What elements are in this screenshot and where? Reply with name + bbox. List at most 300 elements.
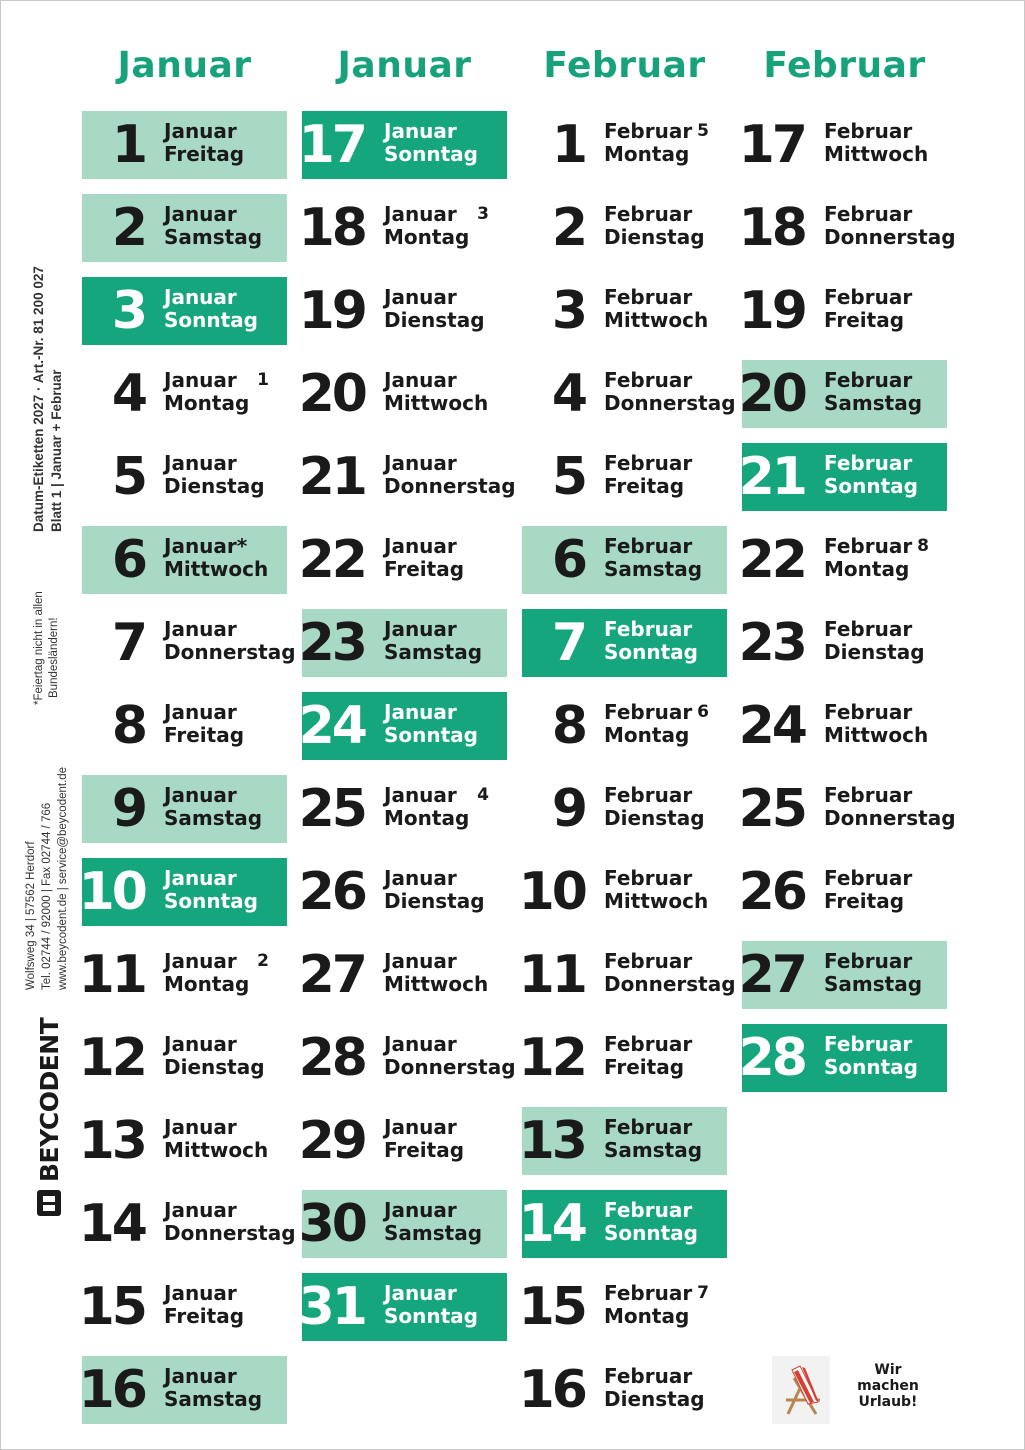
weekday-name: Dienstag <box>164 474 265 498</box>
date-label <box>78 1356 287 1424</box>
empty-slot <box>742 1190 947 1258</box>
vacation-text <box>846 1362 930 1410</box>
day-number: 10 <box>78 862 145 922</box>
day-text <box>824 452 918 498</box>
week-number: 1 <box>257 370 269 390</box>
weekday-name: Sonntag <box>384 142 478 166</box>
weekday-name: Samstag <box>604 1138 703 1162</box>
month-name: Januar <box>384 783 457 807</box>
day-number: 28 <box>298 1028 365 1088</box>
month-column <box>78 30 296 1439</box>
month-name: Januar <box>164 783 237 807</box>
day-number: 27 <box>738 945 805 1005</box>
vacation-label <box>742 1356 947 1424</box>
weekday-name: Montag <box>384 225 470 249</box>
weekday-name: Freitag <box>384 557 465 581</box>
date-label <box>298 609 507 677</box>
weekday-name: Donnerstag <box>824 225 956 249</box>
day-text <box>164 1199 296 1245</box>
month-name: Januar <box>164 451 237 475</box>
month-name: Februar <box>604 1032 693 1056</box>
month-name: Januar <box>164 1281 237 1305</box>
day-text <box>384 1282 478 1328</box>
day-number: 16 <box>78 1360 145 1420</box>
weekday-name: Dienstag <box>384 889 485 913</box>
empty-slot <box>742 1107 947 1175</box>
day-number: 2 <box>551 198 585 258</box>
date-label <box>78 1273 287 1341</box>
date-label <box>522 692 727 760</box>
month-name: Februar <box>824 700 913 724</box>
date-label <box>78 941 287 1009</box>
date-label <box>298 1190 507 1258</box>
month-name: Februar <box>824 1032 913 1056</box>
day-number: 23 <box>738 613 805 673</box>
month-name: Januar <box>384 368 457 392</box>
date-label <box>522 277 727 345</box>
day-text <box>164 618 296 664</box>
day-text <box>164 452 265 498</box>
day-number: 3 <box>111 281 145 341</box>
weekday-name: Montag <box>604 1304 690 1328</box>
weekday-name: Freitag <box>824 308 905 332</box>
holiday-note-2: Bundesländern! <box>48 617 60 698</box>
day-number: 26 <box>738 862 805 922</box>
week-number: 5 <box>697 121 709 141</box>
date-label <box>738 194 956 262</box>
month-name: Januar <box>164 1032 237 1056</box>
month-name: Februar <box>604 700 693 724</box>
month-name: Februar <box>604 451 693 475</box>
date-label <box>738 609 947 677</box>
date-label <box>298 277 507 345</box>
weekday-name: Mittwoch <box>164 557 269 581</box>
month-name: Januar <box>384 949 457 973</box>
day-text <box>384 286 485 332</box>
week-number: 3 <box>477 204 489 224</box>
month-name: Februar <box>824 617 913 641</box>
day-number: 17 <box>738 115 805 175</box>
day-text <box>604 867 708 913</box>
date-label <box>738 692 947 760</box>
day-text <box>604 120 692 166</box>
month-name: Januar <box>384 1281 457 1305</box>
month-name: Januar <box>384 1198 457 1222</box>
month-name: Januar <box>384 451 457 475</box>
month-name: Januar <box>164 949 237 973</box>
weekday-name: Donnerstag <box>164 1221 296 1245</box>
month-name: Januar <box>164 700 237 724</box>
date-label <box>298 526 507 594</box>
month-name: Februar <box>604 285 693 309</box>
day-number: 4 <box>111 364 145 424</box>
day-text <box>604 1282 692 1328</box>
day-text <box>824 950 922 996</box>
weekday-name: Samstag <box>384 1221 483 1245</box>
date-label <box>78 1190 296 1258</box>
day-text <box>604 784 705 830</box>
week-number: 7 <box>697 1283 709 1303</box>
date-label <box>82 443 287 511</box>
date-label <box>738 111 947 179</box>
day-number: 11 <box>518 945 585 1005</box>
date-label <box>298 360 507 428</box>
date-label <box>738 1024 947 1092</box>
week-number: 2 <box>257 951 269 971</box>
day-text <box>164 286 258 332</box>
holiday-note: *Feiertag nicht in allen <box>33 591 45 705</box>
beycodent-logo-text: BEYCODENT <box>35 1017 64 1182</box>
weekday-name: Donnerstag <box>164 640 296 664</box>
day-text <box>384 618 482 664</box>
day-text <box>384 867 485 913</box>
weekday-name: Sonntag <box>384 723 478 747</box>
sheet-title: Datum-Etiketten 2027 · Art.-Nr. 81 200 027 <box>31 266 46 532</box>
date-label <box>298 692 507 760</box>
weekday-name: Samstag <box>384 640 483 664</box>
month-name: Februar <box>604 534 693 558</box>
day-number: 11 <box>78 945 145 1005</box>
day-text <box>604 950 736 996</box>
month-name: Januar <box>384 285 457 309</box>
day-text <box>384 535 464 581</box>
date-label <box>78 1107 287 1175</box>
sidebar <box>24 200 80 1230</box>
month-name: Januar <box>384 534 457 558</box>
day-number: 18 <box>298 198 365 258</box>
date-label <box>738 526 947 594</box>
month-name: Februar <box>604 1281 693 1305</box>
date-label <box>738 277 947 345</box>
date-label <box>522 609 727 677</box>
day-number: 4 <box>551 364 585 424</box>
weekday-name: Mittwoch <box>384 391 489 415</box>
day-text <box>824 618 925 664</box>
month-name: Februar <box>824 119 913 143</box>
day-text <box>384 1033 516 1079</box>
day-text <box>604 1116 702 1162</box>
weekday-name: Sonntag <box>824 1055 918 1079</box>
day-number: 27 <box>298 945 365 1005</box>
day-text <box>164 867 258 913</box>
date-label <box>82 775 287 843</box>
day-text <box>824 701 928 747</box>
date-label <box>298 1273 507 1341</box>
weekday-name: Sonntag <box>164 889 258 913</box>
month-name: Februar <box>604 949 693 973</box>
month-name: Februar <box>604 368 693 392</box>
day-text <box>604 1365 705 1411</box>
date-label <box>298 858 507 926</box>
weekday-name: Dienstag <box>824 640 925 664</box>
day-text <box>164 369 249 415</box>
day-number: 31 <box>298 1277 365 1337</box>
day-text <box>164 784 262 830</box>
day-text <box>164 701 244 747</box>
day-text <box>384 1116 464 1162</box>
date-label <box>518 1190 727 1258</box>
day-text <box>604 452 692 498</box>
day-number: 29 <box>298 1111 365 1171</box>
weekday-name: Sonntag <box>384 1304 478 1328</box>
month-name: Januar <box>164 866 237 890</box>
weekday-name: Mittwoch <box>604 889 709 913</box>
weekday-name: Dienstag <box>604 225 705 249</box>
date-label <box>78 1024 287 1092</box>
week-number: 4 <box>477 785 489 805</box>
day-text <box>384 1199 482 1245</box>
date-label <box>298 1024 516 1092</box>
day-number: 10 <box>518 862 585 922</box>
weekday-name: Mittwoch <box>824 723 929 747</box>
weekday-name: Freitag <box>164 723 245 747</box>
weekday-name: Samstag <box>824 391 923 415</box>
day-text <box>604 369 736 415</box>
weekday-name: Montag <box>164 972 250 996</box>
day-number: 3 <box>551 281 585 341</box>
day-number: 25 <box>738 779 805 839</box>
date-label <box>738 443 947 511</box>
day-number: 23 <box>298 613 365 673</box>
month-heading: Januar <box>337 44 472 86</box>
date-label <box>298 1107 507 1175</box>
day-number: 30 <box>298 1194 365 1254</box>
day-text <box>824 1033 918 1079</box>
date-label <box>82 526 287 594</box>
month-name: Januar <box>384 202 457 226</box>
day-number: 14 <box>518 1194 585 1254</box>
week-number: 6 <box>697 702 709 722</box>
month-name: Februar <box>824 866 913 890</box>
date-label <box>738 360 947 428</box>
sheet-subtitle: Blatt 1 | Januar + Februar <box>49 369 64 532</box>
date-label <box>738 775 956 843</box>
day-number: 7 <box>551 613 585 673</box>
date-label <box>78 858 287 926</box>
month-name: Februar <box>604 1198 693 1222</box>
day-number: 13 <box>518 1111 585 1171</box>
weekday-name: Montag <box>824 557 910 581</box>
month-name: Januar* <box>164 534 248 558</box>
month-name: Februar <box>604 119 693 143</box>
month-name: Januar <box>164 1198 237 1222</box>
weekday-name: Donnerstag <box>824 806 956 830</box>
day-number: 28 <box>738 1028 805 1088</box>
weekday-name: Donnerstag <box>384 474 516 498</box>
day-number: 24 <box>738 696 805 756</box>
weekday-name: Mittwoch <box>824 142 929 166</box>
month-name: Januar <box>384 617 457 641</box>
month-name: Januar <box>164 1115 237 1139</box>
weekday-name: Dienstag <box>164 1055 265 1079</box>
date-label <box>518 1024 727 1092</box>
date-label <box>518 1356 727 1424</box>
day-number: 17 <box>298 115 365 175</box>
date-label <box>522 111 727 179</box>
day-number: 13 <box>78 1111 145 1171</box>
month-name: Februar <box>604 202 693 226</box>
day-number: 15 <box>518 1277 585 1337</box>
day-text <box>824 286 912 332</box>
day-number: 2 <box>111 198 145 258</box>
day-number: 18 <box>738 198 805 258</box>
date-label <box>738 858 947 926</box>
day-text <box>384 452 516 498</box>
day-text <box>604 203 705 249</box>
month-heading: Februar <box>763 44 926 86</box>
weekday-name: Dienstag <box>384 308 485 332</box>
weekday-name: Donnerstag <box>604 972 736 996</box>
weekday-name: Samstag <box>164 1387 263 1411</box>
month-name: Januar <box>164 285 237 309</box>
weekday-name: Sonntag <box>164 308 258 332</box>
month-heading: Februar <box>543 44 706 86</box>
date-label <box>82 194 287 262</box>
month-column <box>298 30 516 1439</box>
weekday-name: Freitag <box>824 889 905 913</box>
beach-chair-icon <box>772 1356 830 1424</box>
weekday-name: Freitag <box>384 1138 465 1162</box>
weekday-name: Mittwoch <box>164 1138 269 1162</box>
date-label <box>522 526 727 594</box>
day-text <box>384 950 488 996</box>
day-number: 8 <box>551 696 585 756</box>
week-number: 8 <box>917 536 929 556</box>
weekday-name: Montag <box>384 806 470 830</box>
month-name: Februar <box>824 368 913 392</box>
day-text <box>164 950 249 996</box>
month-name: Februar <box>604 1364 693 1388</box>
date-label <box>82 692 287 760</box>
day-number: 12 <box>78 1028 145 1088</box>
day-number: 1 <box>111 115 145 175</box>
day-number: 6 <box>551 530 585 590</box>
day-text <box>604 535 702 581</box>
day-number: 5 <box>111 447 145 507</box>
day-text <box>384 701 478 747</box>
date-label <box>738 941 947 1009</box>
beycodent-logo-icon <box>36 1188 62 1218</box>
weekday-name: Dienstag <box>604 1387 705 1411</box>
weekday-name: Donnerstag <box>604 391 736 415</box>
month-name: Januar <box>384 119 457 143</box>
date-label <box>522 360 736 428</box>
month-heading: Januar <box>117 44 252 86</box>
day-number: 19 <box>738 281 805 341</box>
vacation-line: Wir <box>874 1362 902 1378</box>
date-label <box>298 111 507 179</box>
month-name: Februar <box>604 783 693 807</box>
month-name: Februar <box>824 285 913 309</box>
day-text <box>164 1282 244 1328</box>
date-label <box>298 941 507 1009</box>
month-name: Februar <box>604 866 693 890</box>
month-name: Januar <box>164 617 237 641</box>
month-name: Januar <box>164 368 237 392</box>
phone-line: Tel. 02744 / 92000 | Fax 02744 / 766 <box>41 802 53 990</box>
day-number: 22 <box>738 530 805 590</box>
month-name: Februar <box>824 949 913 973</box>
month-name: Februar <box>824 451 913 475</box>
month-name: Januar <box>164 119 237 143</box>
day-number: 19 <box>298 281 365 341</box>
calendar-grid <box>78 30 956 1439</box>
day-number: 7 <box>111 613 145 673</box>
day-text <box>164 1116 268 1162</box>
date-label <box>522 194 727 262</box>
vacation-line: Urlaub! <box>858 1394 918 1410</box>
day-number: 9 <box>111 779 145 839</box>
weekday-name: Samstag <box>164 225 263 249</box>
day-number: 16 <box>518 1360 585 1420</box>
weekday-name: Freitag <box>604 1055 685 1079</box>
date-label <box>82 277 287 345</box>
month-column <box>518 30 736 1439</box>
weekday-name: Donnerstag <box>384 1055 516 1079</box>
day-number: 5 <box>551 447 585 507</box>
day-number: 20 <box>298 364 365 424</box>
weekday-name: Mittwoch <box>384 972 489 996</box>
day-number: 26 <box>298 862 365 922</box>
day-number: 12 <box>518 1028 585 1088</box>
day-text <box>824 369 922 415</box>
weekday-name: Freitag <box>604 474 685 498</box>
day-text <box>604 1199 698 1245</box>
weekday-name: Dienstag <box>604 806 705 830</box>
weekday-name: Sonntag <box>604 1221 698 1245</box>
day-number: 1 <box>551 115 585 175</box>
day-text <box>604 701 692 747</box>
day-number: 22 <box>298 530 365 590</box>
date-label <box>298 443 516 511</box>
day-text <box>824 203 956 249</box>
day-number: 21 <box>298 447 365 507</box>
day-number: 24 <box>298 696 365 756</box>
day-number: 25 <box>298 779 365 839</box>
day-text <box>384 203 469 249</box>
month-name: Februar <box>824 534 913 558</box>
date-label <box>518 941 736 1009</box>
date-label <box>518 1107 727 1175</box>
day-text <box>604 286 708 332</box>
weekday-name: Sonntag <box>824 474 918 498</box>
month-name: Februar <box>824 783 913 807</box>
month-name: Januar <box>384 700 457 724</box>
date-label <box>518 1273 727 1341</box>
day-text <box>824 120 928 166</box>
address-line: Wolfsweg 34 | 57562 Herdorf <box>25 841 37 990</box>
month-name: Januar <box>164 1364 237 1388</box>
day-number: 8 <box>111 696 145 756</box>
day-text <box>384 369 488 415</box>
weekday-name: Samstag <box>824 972 923 996</box>
day-number: 21 <box>738 447 805 507</box>
day-text <box>384 784 469 830</box>
month-name: Januar <box>164 202 237 226</box>
month-column <box>738 30 956 1439</box>
empty-slot <box>742 1273 947 1341</box>
date-label <box>82 609 296 677</box>
web-line: www.beycodent.de | service@beycodent.de <box>57 766 69 990</box>
day-text <box>824 867 912 913</box>
day-number: 20 <box>738 364 805 424</box>
day-number: 9 <box>551 779 585 839</box>
day-text <box>164 1365 262 1411</box>
month-name: Februar <box>604 1115 693 1139</box>
date-label <box>82 111 287 179</box>
month-name: Februar <box>824 202 913 226</box>
date-label <box>522 443 727 511</box>
